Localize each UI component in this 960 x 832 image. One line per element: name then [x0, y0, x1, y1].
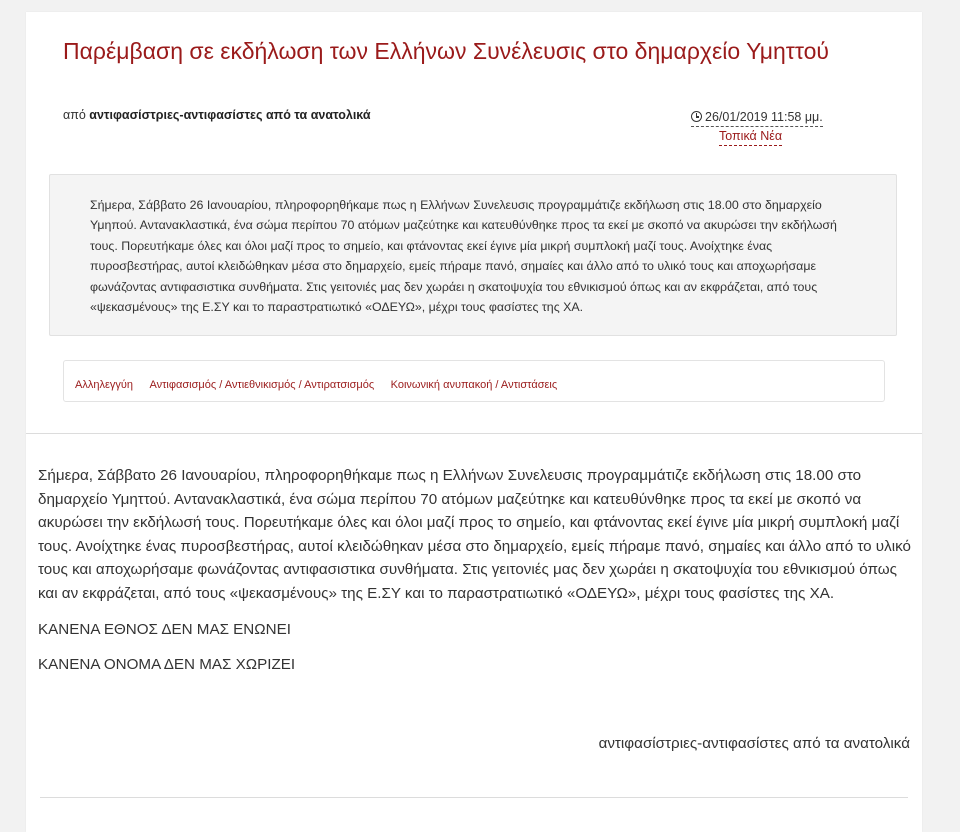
article-card	[26, 12, 922, 832]
body-paragraph: Σήμερα, Σάββατο 26 Ιανουαρίου, πληροφορηθήκαμε πως η Ελλήνων Συνελευσις προγραμμάτιζε εκδήλωση στις 18.00 στο δημαρχείο Υμηττού. Αντανακλαστικά, ένα σώμα περίπου 70 ατόμων μαζεύτηκε και κατευθύνθηκε προς τα εκεί με σκοπό να ακυρώσει την εκδήλωσή τους. Πορευτήκαμε όλες και όλοι μαζί προς το σημείο, και φτάνοντας εκεί έγινε μία μικρή συμπλοκή μαζί τους. Ανοίχτηκε ένας πυροσβεστήρας, αυτοί κλειδώθηκαν μέσα στο δημαρχείο, εμείς πήραμε πανό, σημαίες και άλλο από το υλικό τους και αποχωρήσαμε φωνάζοντας αντιφασιστικα συνθήματα. Στις γειτονιές μας δεν χωράει η σκατοψυχία του εθνικισμού όπως και αν εκφράζεται, από τους «ψεκασμένους» της Ε.ΣΥ και το παραστρατιωτικό «ΟΔΕΥΩ», μέχρι τους φασίστες της ΧΑ.	[38, 467, 911, 602]
summary-box	[49, 174, 897, 336]
tag-link-antifascism[interactable]: Αντιφασισμός / Αντιεθνικισμός / Αντιρατσισμός	[149, 379, 375, 391]
tags-box	[63, 360, 885, 402]
byline	[63, 108, 371, 122]
tag-link-social-disobedience[interactable]: Κοινωνική ανυπακοή / Αντιστάσεις	[390, 379, 558, 391]
author-name: αντιφασίστριες-αντιφασίστες από τα ανατολικά	[89, 108, 371, 122]
article-signature: αντιφασίστριες-αντιφασίστες από τα ανατολικά	[598, 735, 910, 752]
publish-date	[691, 108, 823, 127]
bottom-divider	[40, 797, 908, 798]
tag-link-solidarity[interactable]: Αλληλεγγύη	[75, 379, 133, 391]
clock-icon	[691, 111, 702, 122]
byline-prefix: από	[63, 108, 86, 122]
category-link[interactable]: Τοπικά Νέα	[719, 127, 782, 146]
article-meta	[691, 108, 841, 146]
section-divider	[26, 433, 922, 434]
slogan-two: ΚΑΝΕΝΑ ΟΝΟΜΑ ΔΕΝ ΜΑΣ ΧΩΡΙΖΕΙ	[38, 656, 296, 674]
article-body	[38, 464, 914, 689]
summary-text: Σήμερα, Σάββατο 26 Ιανουαρίου, πληροφορηθήκαμε πως η Ελλήνων Συνελευσις προγραμμάτιζε εκδήλωση στις 18.00 στο δημαρχείο Υμηπού. Αντανακλαστικά, ένα σώμα περίπου 70 ατόμων μαζεύτηκε και κατευθύνθηκε προς τα εκεί με σκοπό να ακυρώσει την εκδήλωσή τους. Πορευτήκαμε όλες και όλοι μαζί προς το σημείο, και φτάνοντας εκεί έγινε μία μικρή συμπλοκή μαζί τους. Ανοίχτηκε ένας πυροσβεστήρας, αυτοί κλειδώθηκαν μέσα στο δημαρχείο, εμείς πήραμε πανό, σημαίες και άλλο από το υλικό τους και αποχωρήσαμε φωνάζοντας αντιφασιστικα συνθήματα. Στις γειτονιές μας δεν χωράει η σκατοψυχία του εθνικισμού όπως και αν εκφράζεται, από τους «ψεκασμένους» της Ε.ΣΥ και το παραστρατιωτικό «ΟΔΕΥΩ», μέχρι τους φασίστες της ΧΑ.	[90, 198, 837, 315]
publish-date-text: 26/01/2019 11:58 μμ.	[705, 110, 823, 124]
slogan-one: ΚΑΝΕΝΑ ΕΘΝΟΣ ΔΕΝ ΜΑΣ ΕΝΩΝΕΙ	[38, 620, 291, 638]
article-title: Παρέμβαση σε εκδήλωση των Ελλήνων Συνέλευσις στο δημαρχείο Υμηττού	[63, 38, 829, 64]
